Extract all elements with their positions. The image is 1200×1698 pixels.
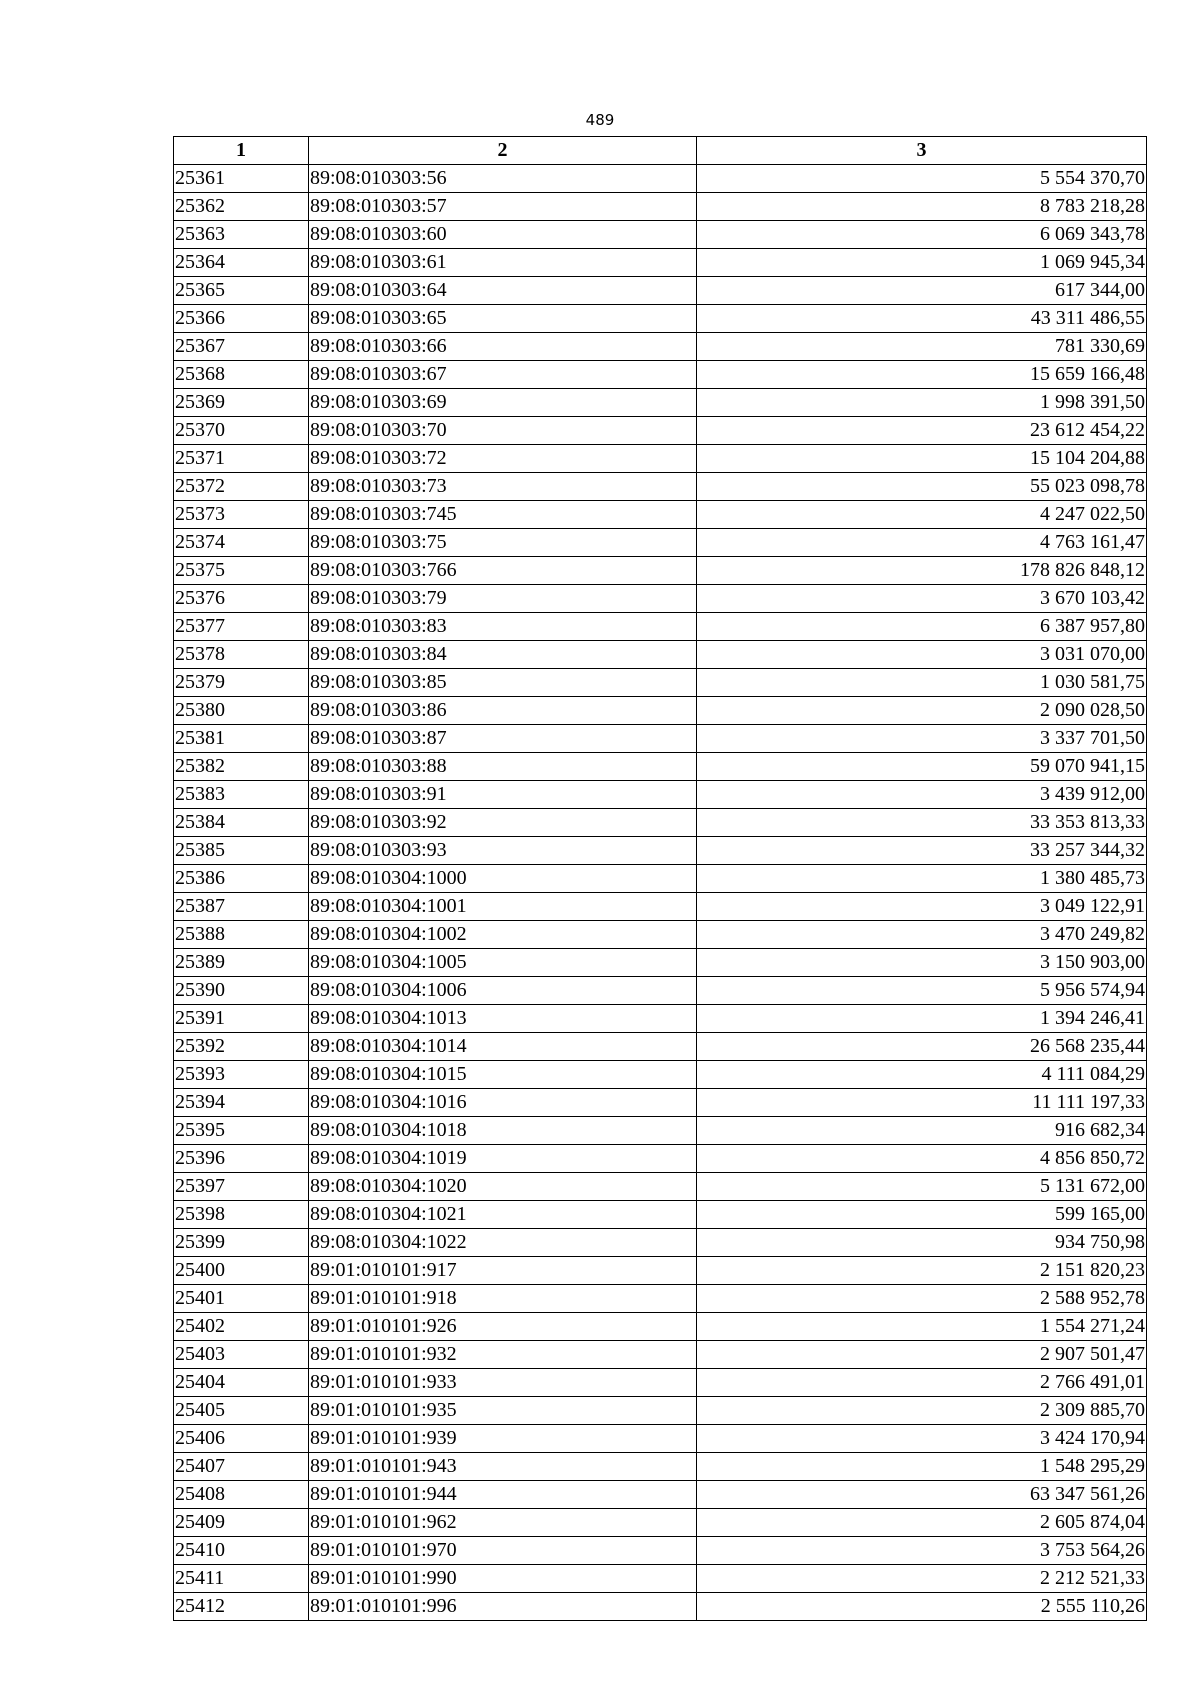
- value-cell: 4 111 084,29: [697, 1061, 1147, 1089]
- cadastral-number-cell: 89:08:010303:56: [309, 165, 697, 193]
- row-number-cell: 25382: [174, 753, 309, 781]
- table-row: [174, 1117, 1147, 1145]
- table-row: [174, 1509, 1147, 1537]
- cadastral-number-cell: 89:01:010101:935: [309, 1397, 697, 1425]
- cadastral-number-cell: 89:08:010304:1018: [309, 1117, 697, 1145]
- table-row: [174, 977, 1147, 1005]
- cadastral-number-cell: 89:08:010304:1022: [309, 1229, 697, 1257]
- row-number-cell: 25401: [174, 1285, 309, 1313]
- value-cell: 6 069 343,78: [697, 221, 1147, 249]
- value-cell: 2 605 874,04: [697, 1509, 1147, 1537]
- table-row: [174, 1201, 1147, 1229]
- cadastral-number-cell: 89:08:010303:91: [309, 781, 697, 809]
- value-cell: 934 750,98: [697, 1229, 1147, 1257]
- value-cell: 1 998 391,50: [697, 389, 1147, 417]
- value-cell: 5 554 370,70: [697, 165, 1147, 193]
- cadastral-number-cell: 89:08:010304:1001: [309, 893, 697, 921]
- row-number-cell: 25373: [174, 501, 309, 529]
- table-row: [174, 1369, 1147, 1397]
- cadastral-number-cell: 89:01:010101:962: [309, 1509, 697, 1537]
- value-cell: 26 568 235,44: [697, 1033, 1147, 1061]
- value-cell: 5 956 574,94: [697, 977, 1147, 1005]
- table-row: [174, 1285, 1147, 1313]
- row-number-cell: 25363: [174, 221, 309, 249]
- cadastral-number-cell: 89:08:010303:88: [309, 753, 697, 781]
- value-cell: 3 439 912,00: [697, 781, 1147, 809]
- cadastral-number-cell: 89:08:010304:1020: [309, 1173, 697, 1201]
- value-cell: 2 907 501,47: [697, 1341, 1147, 1369]
- table-row: [174, 165, 1147, 193]
- table-row: [174, 1341, 1147, 1369]
- cadastral-number-cell: 89:01:010101:939: [309, 1425, 697, 1453]
- cadastral-number-cell: 89:08:010303:85: [309, 669, 697, 697]
- cadastral-number-cell: 89:08:010303:87: [309, 725, 697, 753]
- row-number-cell: 25412: [174, 1593, 309, 1621]
- value-cell: 6 387 957,80: [697, 613, 1147, 641]
- value-cell: 3 031 070,00: [697, 641, 1147, 669]
- value-cell: 11 111 197,33: [697, 1089, 1147, 1117]
- cadastral-number-cell: 89:08:010304:1014: [309, 1033, 697, 1061]
- cadastral-number-cell: 89:01:010101:917: [309, 1257, 697, 1285]
- row-number-cell: 25396: [174, 1145, 309, 1173]
- row-number-cell: 25361: [174, 165, 309, 193]
- cadastral-number-cell: 89:01:010101:926: [309, 1313, 697, 1341]
- table-row: [174, 1537, 1147, 1565]
- row-number-cell: 25403: [174, 1341, 309, 1369]
- table-row: [174, 1425, 1147, 1453]
- table-row: [174, 1229, 1147, 1257]
- value-cell: 3 670 103,42: [697, 585, 1147, 613]
- table-header-row: [174, 137, 1147, 165]
- table-row: [174, 193, 1147, 221]
- value-cell: 916 682,34: [697, 1117, 1147, 1145]
- table-row: [174, 1089, 1147, 1117]
- value-cell: 1 069 945,34: [697, 249, 1147, 277]
- row-number-cell: 25411: [174, 1565, 309, 1593]
- row-number-cell: 25406: [174, 1425, 309, 1453]
- table-row: [174, 557, 1147, 585]
- table-row: [174, 1593, 1147, 1621]
- row-number-cell: 25376: [174, 585, 309, 613]
- row-number-cell: 25377: [174, 613, 309, 641]
- row-number-cell: 25402: [174, 1313, 309, 1341]
- page-number: 489: [585, 111, 615, 129]
- cadastral-number-cell: 89:01:010101:944: [309, 1481, 697, 1509]
- row-number-cell: 25395: [174, 1117, 309, 1145]
- cadastral-number-cell: 89:08:010303:79: [309, 585, 697, 613]
- row-number-cell: 25409: [174, 1509, 309, 1537]
- value-cell: 1 554 271,24: [697, 1313, 1147, 1341]
- row-number-cell: 25390: [174, 977, 309, 1005]
- table-row: [174, 753, 1147, 781]
- row-number-cell: 25369: [174, 389, 309, 417]
- value-cell: 178 826 848,12: [697, 557, 1147, 585]
- table-row: [174, 669, 1147, 697]
- cadastral-number-cell: 89:08:010303:57: [309, 193, 697, 221]
- cadastral-number-cell: 89:08:010303:66: [309, 333, 697, 361]
- value-cell: 617 344,00: [697, 277, 1147, 305]
- row-number-cell: 25410: [174, 1537, 309, 1565]
- table-row: [174, 949, 1147, 977]
- value-cell: 15 104 204,88: [697, 445, 1147, 473]
- value-cell: 3 337 701,50: [697, 725, 1147, 753]
- value-cell: 781 330,69: [697, 333, 1147, 361]
- row-number-cell: 25364: [174, 249, 309, 277]
- cadastral-number-cell: 89:08:010304:1000: [309, 865, 697, 893]
- value-cell: 2 588 952,78: [697, 1285, 1147, 1313]
- cadastral-number-cell: 89:01:010101:918: [309, 1285, 697, 1313]
- row-number-cell: 25378: [174, 641, 309, 669]
- row-number-cell: 25392: [174, 1033, 309, 1061]
- row-number-cell: 25371: [174, 445, 309, 473]
- table-row: [174, 1313, 1147, 1341]
- cadastral-number-cell: 89:08:010303:60: [309, 221, 697, 249]
- table-row: [174, 865, 1147, 893]
- row-number-cell: 25365: [174, 277, 309, 305]
- row-number-cell: 25372: [174, 473, 309, 501]
- cadastral-number-cell: 89:01:010101:970: [309, 1537, 697, 1565]
- value-cell: 2 309 885,70: [697, 1397, 1147, 1425]
- table-row: [174, 585, 1147, 613]
- value-cell: 63 347 561,26: [697, 1481, 1147, 1509]
- cadastral-number-cell: 89:08:010304:1002: [309, 921, 697, 949]
- value-cell: 4 856 850,72: [697, 1145, 1147, 1173]
- cadastral-number-cell: 89:08:010304:1016: [309, 1089, 697, 1117]
- table-row: [174, 781, 1147, 809]
- value-cell: 3 049 122,91: [697, 893, 1147, 921]
- cadastral-number-cell: 89:08:010303:83: [309, 613, 697, 641]
- cadastral-number-cell: 89:08:010304:1015: [309, 1061, 697, 1089]
- cadastral-number-cell: 89:08:010303:69: [309, 389, 697, 417]
- cadastral-value-table: [173, 136, 1147, 1621]
- value-cell: 15 659 166,48: [697, 361, 1147, 389]
- value-cell: 2 151 820,23: [697, 1257, 1147, 1285]
- value-cell: 8 783 218,28: [697, 193, 1147, 221]
- cadastral-number-cell: 89:08:010303:745: [309, 501, 697, 529]
- table-row: [174, 1257, 1147, 1285]
- value-cell: 1 030 581,75: [697, 669, 1147, 697]
- cadastral-number-cell: 89:08:010303:84: [309, 641, 697, 669]
- row-number-cell: 25379: [174, 669, 309, 697]
- table-row: [174, 921, 1147, 949]
- value-cell: 23 612 454,22: [697, 417, 1147, 445]
- row-number-cell: 25366: [174, 305, 309, 333]
- table-row: [174, 1481, 1147, 1509]
- cadastral-number-cell: 89:08:010303:92: [309, 809, 697, 837]
- cadastral-number-cell: 89:01:010101:933: [309, 1369, 697, 1397]
- row-number-cell: 25386: [174, 865, 309, 893]
- row-number-cell: 25384: [174, 809, 309, 837]
- cadastral-number-cell: 89:08:010303:75: [309, 529, 697, 557]
- table-row: [174, 613, 1147, 641]
- value-cell: 2 090 028,50: [697, 697, 1147, 725]
- value-cell: 1 380 485,73: [697, 865, 1147, 893]
- table-row: [174, 1005, 1147, 1033]
- value-cell: 1 548 295,29: [697, 1453, 1147, 1481]
- table-row: [174, 249, 1147, 277]
- table-row: [174, 1397, 1147, 1425]
- cadastral-number-cell: 89:08:010304:1013: [309, 1005, 697, 1033]
- table-row: [174, 809, 1147, 837]
- cadastral-number-cell: 89:08:010304:1021: [309, 1201, 697, 1229]
- value-cell: 2 555 110,26: [697, 1593, 1147, 1621]
- table-row: [174, 389, 1147, 417]
- table-row: [174, 1061, 1147, 1089]
- table-row: [174, 697, 1147, 725]
- value-cell: 33 257 344,32: [697, 837, 1147, 865]
- table-row: [174, 1173, 1147, 1201]
- column-header-3: 3: [697, 137, 1147, 165]
- cadastral-number-cell: 89:08:010303:72: [309, 445, 697, 473]
- row-number-cell: 25374: [174, 529, 309, 557]
- cadastral-number-cell: 89:08:010303:86: [309, 697, 697, 725]
- value-cell: 4 247 022,50: [697, 501, 1147, 529]
- value-cell: 599 165,00: [697, 1201, 1147, 1229]
- row-number-cell: 25405: [174, 1397, 309, 1425]
- row-number-cell: 25375: [174, 557, 309, 585]
- value-cell: 1 394 246,41: [697, 1005, 1147, 1033]
- table-row: [174, 221, 1147, 249]
- row-number-cell: 25389: [174, 949, 309, 977]
- row-number-cell: 25399: [174, 1229, 309, 1257]
- row-number-cell: 25383: [174, 781, 309, 809]
- value-cell: 3 150 903,00: [697, 949, 1147, 977]
- table-row: [174, 361, 1147, 389]
- cadastral-number-cell: 89:08:010303:67: [309, 361, 697, 389]
- table-row: [174, 893, 1147, 921]
- value-cell: 33 353 813,33: [697, 809, 1147, 837]
- value-cell: 55 023 098,78: [697, 473, 1147, 501]
- row-number-cell: 25397: [174, 1173, 309, 1201]
- table-row: [174, 305, 1147, 333]
- table-row: [174, 501, 1147, 529]
- row-number-cell: 25393: [174, 1061, 309, 1089]
- table-row: [174, 1565, 1147, 1593]
- row-number-cell: 25385: [174, 837, 309, 865]
- value-cell: 2 212 521,33: [697, 1565, 1147, 1593]
- row-number-cell: 25388: [174, 921, 309, 949]
- table-row: [174, 333, 1147, 361]
- column-header-1: 1: [174, 137, 309, 165]
- cadastral-number-cell: 89:08:010303:73: [309, 473, 697, 501]
- value-cell: 5 131 672,00: [697, 1173, 1147, 1201]
- cadastral-number-cell: 89:08:010303:93: [309, 837, 697, 865]
- table-row: [174, 445, 1147, 473]
- value-cell: 43 311 486,55: [697, 305, 1147, 333]
- table-row: [174, 837, 1147, 865]
- cadastral-number-cell: 89:08:010303:70: [309, 417, 697, 445]
- value-cell: 2 766 491,01: [697, 1369, 1147, 1397]
- cadastral-number-cell: 89:01:010101:996: [309, 1593, 697, 1621]
- cadastral-number-cell: 89:08:010304:1006: [309, 977, 697, 1005]
- table-row: [174, 1145, 1147, 1173]
- cadastral-number-cell: 89:01:010101:943: [309, 1453, 697, 1481]
- row-number-cell: 25370: [174, 417, 309, 445]
- row-number-cell: 25394: [174, 1089, 309, 1117]
- table-row: [174, 1453, 1147, 1481]
- row-number-cell: 25380: [174, 697, 309, 725]
- cadastral-number-cell: 89:08:010304:1005: [309, 949, 697, 977]
- cadastral-number-cell: 89:08:010303:64: [309, 277, 697, 305]
- row-number-cell: 25398: [174, 1201, 309, 1229]
- value-cell: 3 470 249,82: [697, 921, 1147, 949]
- cadastral-number-cell: 89:08:010303:766: [309, 557, 697, 585]
- cadastral-number-cell: 89:08:010304:1019: [309, 1145, 697, 1173]
- row-number-cell: 25408: [174, 1481, 309, 1509]
- value-cell: 3 424 170,94: [697, 1425, 1147, 1453]
- table-row: [174, 277, 1147, 305]
- value-cell: 4 763 161,47: [697, 529, 1147, 557]
- table-body: [174, 165, 1147, 1621]
- table-row: [174, 417, 1147, 445]
- row-number-cell: 25367: [174, 333, 309, 361]
- row-number-cell: 25368: [174, 361, 309, 389]
- table-row: [174, 725, 1147, 753]
- table-row: [174, 529, 1147, 557]
- table-row: [174, 473, 1147, 501]
- value-cell: 59 070 941,15: [697, 753, 1147, 781]
- column-header-2: 2: [309, 137, 697, 165]
- cadastral-number-cell: 89:01:010101:990: [309, 1565, 697, 1593]
- cadastral-number-cell: 89:01:010101:932: [309, 1341, 697, 1369]
- table-row: [174, 641, 1147, 669]
- row-number-cell: 25362: [174, 193, 309, 221]
- row-number-cell: 25407: [174, 1453, 309, 1481]
- row-number-cell: 25404: [174, 1369, 309, 1397]
- cadastral-number-cell: 89:08:010303:65: [309, 305, 697, 333]
- row-number-cell: 25387: [174, 893, 309, 921]
- row-number-cell: 25400: [174, 1257, 309, 1285]
- cadastral-number-cell: 89:08:010303:61: [309, 249, 697, 277]
- table-row: [174, 1033, 1147, 1061]
- value-cell: 3 753 564,26: [697, 1537, 1147, 1565]
- row-number-cell: 25381: [174, 725, 309, 753]
- row-number-cell: 25391: [174, 1005, 309, 1033]
